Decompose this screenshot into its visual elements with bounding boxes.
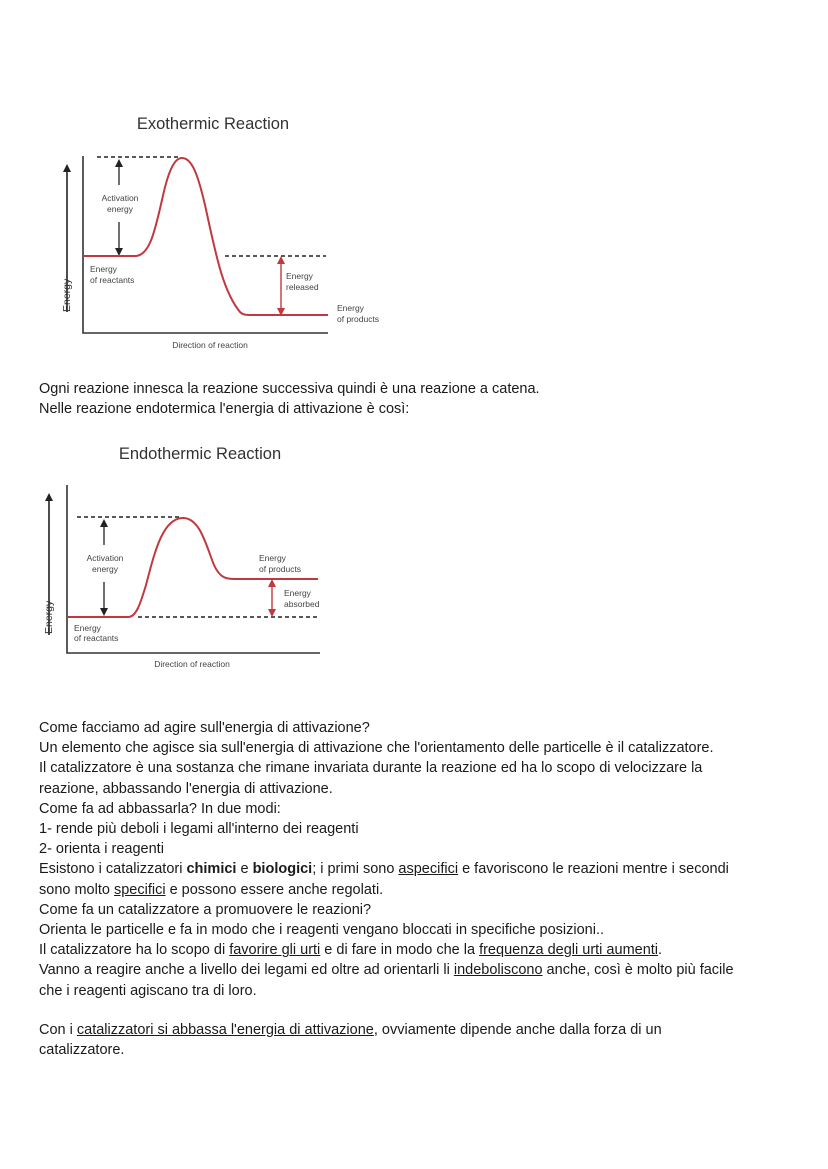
diagram-title: Endothermic Reaction	[118, 445, 282, 463]
delta-label: Energy	[286, 271, 313, 281]
bold-term-chimici: chimici	[186, 861, 237, 878]
reactants-label-2: of reactants	[74, 633, 119, 643]
text-span: e	[236, 861, 253, 878]
underlined-term-frequenza: frequenza degli urti aumenti	[479, 942, 659, 959]
underlined-term-favorire-urti: favorire gli urti	[229, 942, 321, 959]
text-line	[39, 1020, 799, 1040]
text-line	[39, 859, 799, 879]
text-line: Il catalizzatore è una sostanza che rimane invariata durante la reazione ed ha lo scopo di velocizzare la	[39, 760, 703, 777]
text-line	[39, 880, 799, 900]
text-span: Il catalizzatore ha lo scopo di	[39, 942, 230, 959]
products-label: Energy	[337, 303, 364, 313]
text-span: e favoriscono le reazioni mentre i secondi	[458, 861, 729, 878]
text-span: Esistono i catalizzatori	[39, 861, 187, 878]
x-axis-label: Direction of reaction	[172, 340, 248, 350]
delta-label: Energy	[284, 588, 311, 598]
text-line: che i reagenti agiscano tra di loro.	[39, 982, 257, 999]
text-line: Orienta le particelle e fa in modo che i reagenti vengano bloccati in specifiche posizioni..	[39, 922, 605, 939]
reactants-label: Energy	[74, 623, 101, 633]
conclusion-paragraph	[39, 1020, 799, 1060]
text-line: Come fa ad abbassarla? In due modi:	[39, 800, 281, 817]
underlined-term-aspecifici: aspecifici	[398, 861, 459, 878]
activation-label-2: energy	[107, 204, 133, 214]
text-span: Vanno a reagire anche a livello dei legami ed oltre ad orientarli li	[39, 962, 454, 979]
catalyst-paragraph	[39, 718, 799, 1001]
text-line: Un elemento che agisce sia sull'energia di attivazione che l'orientamento delle particelle è il catalizzatore.	[39, 740, 714, 757]
text-span: sono molto	[39, 881, 114, 898]
diagram-title: Exothermic Reaction	[136, 115, 290, 133]
products-label-2: of products	[337, 314, 380, 324]
text-line: Come fa un catalizzatore a promuovere le reazioni?	[39, 901, 372, 918]
text-line: catalizzatore.	[39, 1042, 125, 1059]
reactants-label: Energy	[90, 264, 117, 274]
underlined-term-indeboliscono: indeboliscono	[453, 962, 543, 979]
text-line: reazione, abbassando l'energia di attivazione.	[39, 780, 333, 797]
delta-label-2: absorbed	[284, 599, 320, 609]
text-span: ; i primi sono	[312, 861, 399, 878]
text-line: Nelle reazione endotermica l'energia di attivazione è così:	[39, 401, 410, 418]
text-span: .	[658, 942, 663, 959]
text-line: Come facciamo ad agire sull'energia di attivazione?	[39, 720, 370, 736]
activation-label-2: energy	[92, 564, 118, 574]
y-axis-label: Energy	[61, 278, 73, 312]
products-label: Energy	[259, 553, 286, 563]
underlined-term-specifici: specifici	[113, 881, 166, 898]
text-line: 1- rende più deboli i legami all'interno dei reagenti	[39, 821, 359, 838]
delta-label-2: released	[286, 282, 319, 292]
products-label-2: of products	[259, 564, 302, 574]
text-line	[39, 940, 799, 960]
text-line: 2- orienta i reagenti	[39, 841, 164, 858]
text-span: e possono essere anche regolati.	[165, 881, 384, 898]
bold-term-biologici: biologici	[252, 861, 313, 878]
activation-label: Activation	[86, 553, 124, 563]
y-axis-label: Energy	[43, 600, 55, 634]
x-axis-label: Direction of reaction	[154, 659, 230, 669]
text-span: e di fare in modo che la	[320, 942, 480, 959]
text-span: anche, così è molto più facile	[542, 962, 734, 979]
text-line: Ogni reazione innesca la reazione successiva quindi è una reazione a catena.	[39, 381, 540, 397]
underlined-phrase: catalizzatori si abbassa l'energia di attivazione	[76, 1022, 374, 1038]
text-line	[39, 960, 799, 980]
text-span: , ovviamente dipende anche dalla forza di un	[373, 1022, 662, 1038]
reactants-label-2: of reactants	[90, 275, 135, 285]
text-span: Con i	[39, 1022, 77, 1038]
activation-label: Activation	[101, 193, 139, 203]
